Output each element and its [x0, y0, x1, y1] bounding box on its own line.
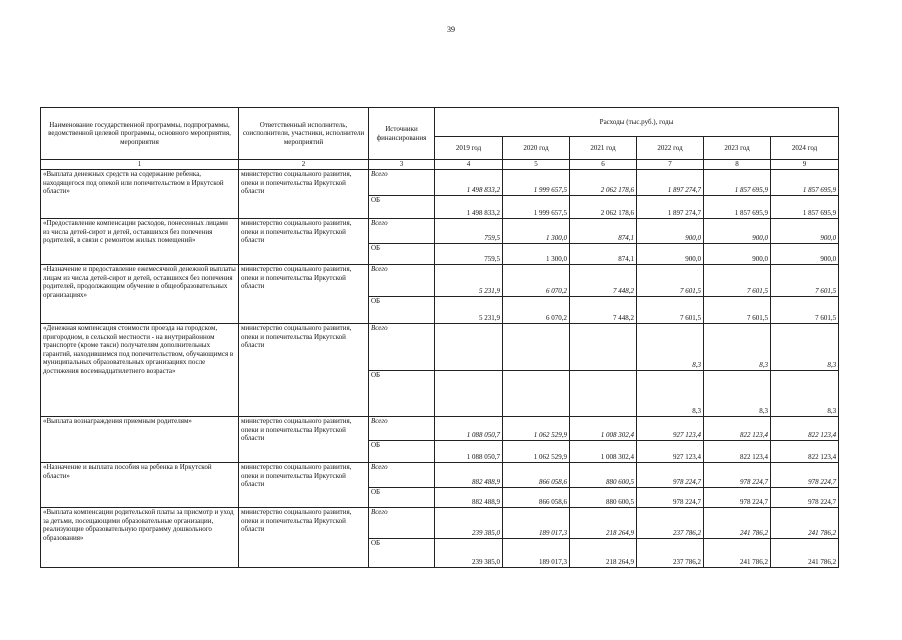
- value-ob: 978 224,7: [637, 488, 704, 508]
- value-total: 6 070,2: [503, 265, 570, 297]
- value-ob: 882 488,9: [435, 488, 503, 508]
- value-ob: 1 857 695,9: [704, 196, 771, 219]
- value-total: 759,5: [435, 219, 503, 244]
- value-ob: 1 857 695,9: [771, 196, 839, 219]
- value-total: 978 224,7: [637, 463, 704, 488]
- value-ob: 241 786,2: [771, 539, 839, 568]
- column-number: 8: [704, 160, 771, 170]
- executor: министерство социального развития, опеки и попечительства Иркутской области: [239, 170, 369, 219]
- source-total: Всего: [369, 219, 435, 244]
- header-year: 2021 год: [570, 137, 637, 160]
- column-number: 2: [239, 160, 369, 170]
- budget-table: [40, 107, 839, 568]
- value-ob: 978 224,7: [704, 488, 771, 508]
- header-expenses: Расходы (тыс.руб.), годы: [435, 108, 839, 137]
- value-total: 978 224,7: [704, 463, 771, 488]
- source-ob: ОБ: [369, 371, 435, 417]
- source-ob: ОБ: [369, 441, 435, 463]
- table-row: [41, 508, 839, 539]
- column-number: 1: [41, 160, 239, 170]
- source-total: Всего: [369, 463, 435, 488]
- column-number: 4: [435, 160, 503, 170]
- table-row: [41, 463, 839, 488]
- source-total: Всего: [369, 265, 435, 297]
- value-ob: 7 601,5: [637, 297, 704, 324]
- value-total: 1 498 833,2: [435, 170, 503, 196]
- source-ob: ОБ: [369, 196, 435, 219]
- value-total: 241 786,2: [704, 508, 771, 539]
- source-ob: ОБ: [369, 488, 435, 508]
- executor: министерство социального развития, опеки и попечительства Иркутской области: [239, 219, 369, 265]
- header-year: 2020 год: [503, 137, 570, 160]
- executor: министерство социального развития, опеки и попечительства Иркутской области: [239, 265, 369, 324]
- header-source-column: Источники финансирования: [369, 108, 435, 160]
- source-total: Всего: [369, 170, 435, 196]
- value-total: [570, 324, 637, 371]
- value-total: [503, 324, 570, 371]
- value-ob: 8,3: [704, 371, 771, 417]
- table-row: [41, 324, 839, 371]
- value-ob: 866 058,6: [503, 488, 570, 508]
- value-ob: 1 062 529,9: [503, 441, 570, 463]
- value-ob: 1 008 302,4: [570, 441, 637, 463]
- value-total: 978 224,7: [771, 463, 839, 488]
- source-ob: ОБ: [369, 297, 435, 324]
- value-ob: 1 498 833,2: [435, 196, 503, 219]
- value-total: 241 786,2: [771, 508, 839, 539]
- value-ob: 874,1: [570, 244, 637, 265]
- source-total: Всего: [369, 417, 435, 441]
- value-ob: 7 601,5: [704, 297, 771, 324]
- value-total: 7 601,5: [704, 265, 771, 297]
- value-ob: 927 123,4: [637, 441, 704, 463]
- value-ob: 1 897 274,7: [637, 196, 704, 219]
- value-total: 1 088 050,7: [435, 417, 503, 441]
- value-total: 1 857 695,9: [704, 170, 771, 196]
- value-total: 8,3: [637, 324, 704, 371]
- column-number: 5: [503, 160, 570, 170]
- value-ob: 900,0: [704, 244, 771, 265]
- source-total: Всего: [369, 324, 435, 371]
- value-total: 218 264,9: [570, 508, 637, 539]
- value-ob: 8,3: [637, 371, 704, 417]
- source-ob: ОБ: [369, 244, 435, 265]
- header-year: 2023 год: [704, 137, 771, 160]
- column-number: 3: [369, 160, 435, 170]
- table-row: [41, 417, 839, 441]
- value-total: 927 123,4: [637, 417, 704, 441]
- value-ob: 6 070,2: [503, 297, 570, 324]
- value-total: 5 231,9: [435, 265, 503, 297]
- table-row: [41, 170, 839, 196]
- value-total: 1 300,0: [503, 219, 570, 244]
- value-ob: [503, 371, 570, 417]
- value-ob: 822 123,4: [704, 441, 771, 463]
- column-number: 9: [771, 160, 839, 170]
- value-ob: 2 062 178,6: [570, 196, 637, 219]
- value-total: 1 062 529,9: [503, 417, 570, 441]
- value-ob: 5 231,9: [435, 297, 503, 324]
- value-ob: 880 600,5: [570, 488, 637, 508]
- activity-name: «Выплата вознаграждения приемным родителям»: [41, 417, 239, 463]
- value-total: 882 488,9: [435, 463, 503, 488]
- value-ob: 189 017,3: [503, 539, 570, 568]
- value-ob: 900,0: [637, 244, 704, 265]
- activity-name: «Назначение и предоставление ежемесячной денежной выплаты лицам из числа детей-сирот и детей, оставшихся без попечения родителей, продолжающим обучение в общеобразовательных организациях»: [41, 265, 239, 324]
- value-total: 1 897 274,7: [637, 170, 704, 196]
- value-total: 7 601,5: [637, 265, 704, 297]
- value-ob: 978 224,7: [771, 488, 839, 508]
- executor: министерство социального развития, опеки и попечительства Иркутской области: [239, 463, 369, 508]
- source-total: Всего: [369, 508, 435, 539]
- table-row: [41, 219, 839, 244]
- value-ob: 1 088 050,7: [435, 441, 503, 463]
- value-ob: 7 448,2: [570, 297, 637, 324]
- value-total: 7 448,2: [570, 265, 637, 297]
- value-total: 7 601,5: [771, 265, 839, 297]
- source-ob: ОБ: [369, 539, 435, 568]
- table-row: [41, 265, 839, 297]
- value-total: 8,3: [771, 324, 839, 371]
- value-ob: 1 999 657,5: [503, 196, 570, 219]
- value-ob: 239 385,0: [435, 539, 503, 568]
- page-number: 39: [447, 25, 455, 34]
- value-total: 866 058,6: [503, 463, 570, 488]
- value-total: 874,1: [570, 219, 637, 244]
- value-ob: [570, 371, 637, 417]
- activity-name: «Денежная компенсация стоимости проезда на городском, пригородном, в сельской местности - на внутрирайонном транспорте (кроме такси) получателям дополнительных гарантий, находившимся под попечительством, обучающимся в муниципальных образовательных организациях после достижения восемнадцатилетнего возраста»: [41, 324, 239, 417]
- column-number: 7: [637, 160, 704, 170]
- value-total: 1 857 695,9: [771, 170, 839, 196]
- value-total: 1 008 302,4: [570, 417, 637, 441]
- value-ob: 218 264,9: [570, 539, 637, 568]
- value-ob: 759,5: [435, 244, 503, 265]
- value-total: 880 600,5: [570, 463, 637, 488]
- value-total: 237 786,2: [637, 508, 704, 539]
- value-total: 822 123,4: [704, 417, 771, 441]
- value-total: 2 062 178,6: [570, 170, 637, 196]
- value-ob: 1 300,0: [503, 244, 570, 265]
- executor: министерство социального развития, опеки и попечительства Иркутской области: [239, 508, 369, 568]
- value-total: 822 123,4: [771, 417, 839, 441]
- header-name-column: Наименование государственной программы, подпрограммы, ведомственной целевой программы, основного мероприятия, мероприятия: [41, 108, 239, 160]
- value-ob: 237 786,2: [637, 539, 704, 568]
- header-executor-column: Ответственный исполнитель, соисполнители, участники, исполнители мероприятий: [239, 108, 369, 160]
- header-year: 2022 год: [637, 137, 704, 160]
- column-numbers-row: [41, 160, 839, 170]
- value-total: 8,3: [704, 324, 771, 371]
- value-total: 900,0: [771, 219, 839, 244]
- activity-name: «Выплата денежных средств на содержание ребенка, находящегося под опекой или попечительством в Иркутской области»: [41, 170, 239, 219]
- value-ob: [435, 371, 503, 417]
- value-ob: 241 786,2: [704, 539, 771, 568]
- activity-name: «Назначение и выплата пособия на ребенка в Иркутской области»: [41, 463, 239, 508]
- executor: министерство социального развития, опеки и попечительства Иркутской области: [239, 324, 369, 417]
- value-total: [435, 324, 503, 371]
- header-year: 2024 год: [771, 137, 839, 160]
- value-total: 1 999 657,5: [503, 170, 570, 196]
- executor: министерство социального развития, опеки и попечительства Иркутской области: [239, 417, 369, 463]
- value-ob: 900,0: [771, 244, 839, 265]
- value-total: 900,0: [637, 219, 704, 244]
- activity-name: «Выплата компенсации родительской платы за присмотр и уход за детьми, посещающими образовательные организации, реализующие образовательную программу дошкольного образования»: [41, 508, 239, 568]
- value-ob: 7 601,5: [771, 297, 839, 324]
- value-total: 189 017,3: [503, 508, 570, 539]
- activity-name: «Предоставление компенсации расходов, понесенных лицами из числа детей-сирот и детей, оставшихся без попечения родителей, в связи с ремонтом жилых помещений»: [41, 219, 239, 265]
- header-year: 2019 год: [435, 137, 503, 160]
- column-number: 6: [570, 160, 637, 170]
- value-total: 239 385,0: [435, 508, 503, 539]
- value-total: 900,0: [704, 219, 771, 244]
- value-ob: 822 123,4: [771, 441, 839, 463]
- value-ob: 8,3: [771, 371, 839, 417]
